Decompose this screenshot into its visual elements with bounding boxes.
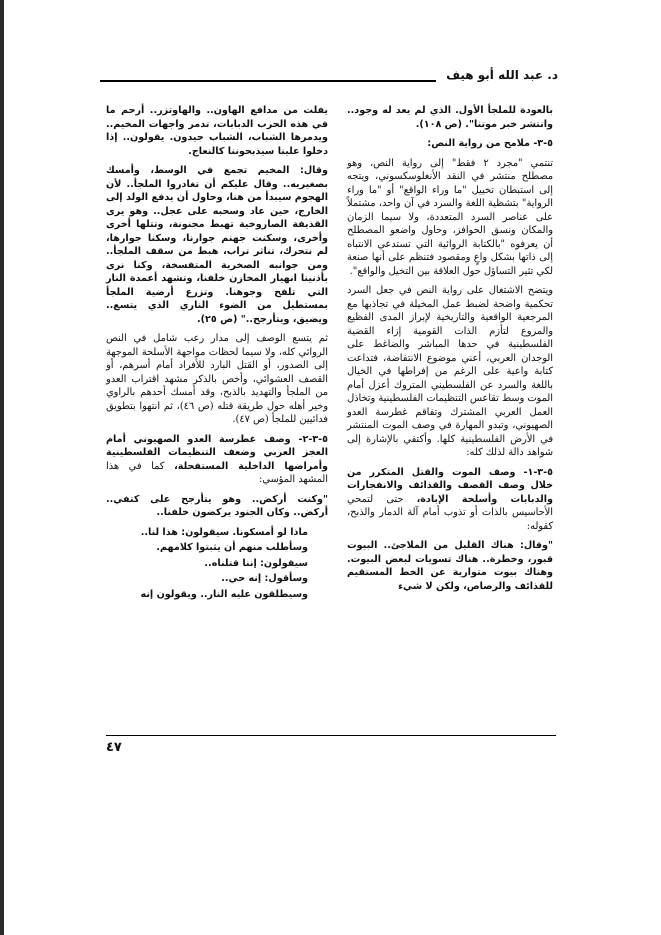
dialogue-line: ماذا لو أمسكونا. سيقولون: هذا لنا.. (140, 526, 308, 538)
subsection-heading (106, 433, 328, 487)
dialogue-line: وسيطلقون عليه النار.. ويقولون إنه (140, 588, 308, 600)
quote: وقال: المخيم تجمع في الوسط، وأمسك بصغيريه.. وقال عليكم أن تغادروا الملجأ.. لأن الهجوم سيبدأ من هنا، وحاول أن يدفع الولد إلى الخارج، حين عاد وسحبه على عجل.. وهو يرى القذيفة الصاروخية تهبط مجنونة، وتتلها أخرى وأخرى، وسكنت جهنم جوارنا، وسكنا جوارها، لم نتحرك، تناثر تراب، هبط من سقف الملجأ.. ومن جوانبه الصخرية المتفسخة، وكنا نرى بأذنينا انهيار المخازن خلفنا، وتشهد أعمدة النار التي تلفح وجوهنا. وتزرع أرضية الملجأ بمستطيل من الضوء الناري الذي يتسع.. ويضيق، ويتأرجح.." (ص ٢٥). (106, 165, 328, 325)
quote: "وقال: هناك القليل من الملاجئ.. البيوت قبور، وخطرة.. هناك تسويات لبعض البيوت. وهناك بيوت متوارية عن الخط المستقيم للقذائف والرصاص، ولكن لا شيء (347, 540, 553, 592)
subsection-title: ٥-٣-١- وصف الموت والقتل المتكرر من خلال وصف القصف والقذائف والانفجارات والدبابات وأسلحة الإبادة، (347, 466, 553, 505)
subsection-text: كما في هذا المشهد المؤسي: (106, 460, 328, 485)
dialogue-line: وسأطلب منهم أن يثبتوا كلامهم. (156, 542, 308, 553)
paragraph: ويتضح الاشتغال على رواية النص في جعل السرد تحكمية واضحة لضبط عمل المخيلة في تجاذبها مع المرجعية الواقعية والتاريخية لإبراز المدى الفظيع والمروع لتأزم الذات القومية إزاء القضية الفلسطينية في حدها المباشر والضاغط على الوجدان العربي، أعني موضوع الانتفاضة، فتداعت كتابة واعية على الرغم من إفراطها في الخيال باللغة والسرد عن الفلسطيني المتروك أعزل أمام الموت وسط تقاعس التنظيمات الفلسطينية وتخاذل العمل العربي المشترك وتفاقم غطرسة العدو الصهيوني، وتبدو المهارة في وصف الموت المنتشر في الأرض الفلسطينية كلها. وأكتفي بالإشارة إلى شواهد دالة لذلك كله: (346, 285, 553, 458)
paragraph: تنتمي "مجرد ٢ فقط" إلى رواية النص، وهو مصطلح منتشر في النقد الأنغلوسكسوني، ويتجه إلى استبطان تخييل "ما وراء الواقع" أو "ما وراء الرواية" بتشظية اللغة والسرد في آن واحد، مشتملاً على عناصر السرد المتعددة، ولا سيما الزمان والمكان ونسق الحوافز، وحاول واضعو المصطلح أن يعرفوه "بالكتابة الروائية التي تستدعي الانتباه إلى ذاتها بشكل واعٍ ومقصود فتنظم على أنها صنعة لكي تثير التساؤل حول العلاقة بين التخيل والواقع". (347, 157, 553, 277)
right-column (347, 104, 553, 599)
dialogue-line: سيقولون: إننا قتلناه.. (204, 557, 308, 569)
paragraph: ثم يتسع الوصف إلى مدار رعب شامل في النص الروائي كله، ولا سيما لحظات مواجهة الأسلحة الموجهة إلى الصدور، أو القتل البارد للأفراد أمام أسرهم، أو القصف العشوائي، وأخص بالذكر مشهد اقتراب العدو من الملجأ والتهديد بالذبح، وقد أمسك أحدهم بالراوي وخير أهله حول طريقة قتله (ص ٤٦)، ثم انتهوا بتطويق فدائيين للملجأ (ص ٤٧). (106, 333, 328, 425)
section-heading: ٥-٣- ملامح من رواية النص: (427, 138, 553, 149)
subsection-heading (347, 466, 553, 534)
author-name: د. عبد الله أبو هيف (436, 68, 558, 82)
left-column (106, 104, 328, 603)
quote: "وكنت أركض.. وهو يتأرجح على كتفي.. أركض.. وكان الجنود يركضون خلفنا.. (106, 493, 328, 518)
footer-rule (106, 735, 556, 736)
paragraph: بالعودة للملجأ الأول. الذي لم يعد له وجود.. وانتشر خبر موتنا". (ص ١٠٨). (347, 105, 553, 130)
subsection-text: حتى لتمحي الأحاسيس بالذات أو تذوب أمام آلة الدمار والذبح، كقوله: (347, 493, 553, 532)
subsection-title: ٥-٣-٢- وصف غطرسة العدو الصهيوني أمام العجز العربي وضعف التنظيمات الفلسطينية وأمراضها الداخلية المستفحلة، (106, 433, 328, 472)
dialogue-line: وسأقول: إنه حي.. (221, 573, 308, 584)
dialogue-block (106, 526, 328, 602)
page-number: ٤٧ (106, 740, 122, 755)
scan-edge (0, 0, 4, 935)
quote: يفلت من مدافع الهاون.. والهاوتزر.. أرحم ما في هذه الحرب الدبابات، تدمر واجهات المخيم.. ويدمرها الشباب، الشباب جيدون. يقولون.. إذا دخلوا علينا سيذبحوننا كالنعاج. (106, 105, 328, 157)
running-header (100, 64, 558, 88)
